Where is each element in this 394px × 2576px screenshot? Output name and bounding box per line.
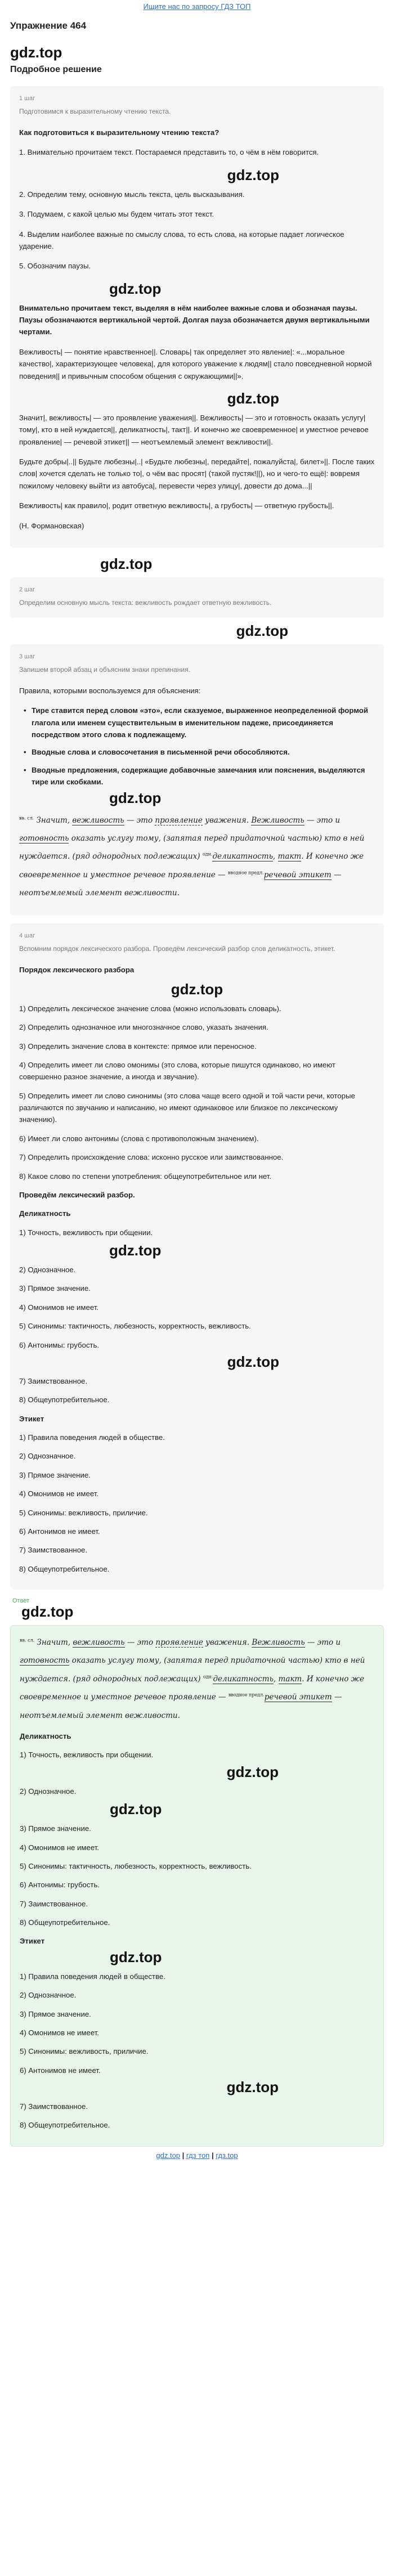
handwritten-analysis: $^{вв. сл.}$ Значит, вежливость — это проявление уважения. Вежливость — это и готовность оказать услугу тому, (запятая перед придаточной частью) кто в ней нуждается. (ряд однородных подлежащих) $^{одн.}$деликатность, такт. И конечно же своевременное и уместное речевое проявление — $^{вводное предл.}$речевой этикет — неотъемлемый элемент вежливости. <box>19 815 365 898</box>
watermark: gdz.top <box>227 166 279 183</box>
solution-title: Подробное решение <box>10 65 102 74</box>
author: (Н. Формановская) <box>19 521 84 530</box>
step-hint: Запишем второй абзац и объясним знаки препинания. <box>19 665 190 674</box>
step-2-card <box>10 577 384 618</box>
step-1-card <box>10 86 384 547</box>
watermark: gdz.top <box>109 280 162 297</box>
list-item: 2) Однозначное. <box>19 1452 76 1461</box>
list-item: 8) Общеупотребительное. <box>20 2121 110 2130</box>
list-item: 5) Синонимы: тактичность, любезность, корректность, вежливость. <box>20 1861 252 1870</box>
exercise-title: Упражнение 464 <box>10 20 87 31</box>
rules-list <box>19 704 375 788</box>
rules-intro: Правила, которыми воспользуемся для объяснения: <box>19 686 201 695</box>
list-item: 6) Имеет ли слово антонимы (слова с противоположным значением). <box>19 1134 259 1143</box>
list-item: 7) Заимствованное. <box>20 1899 88 1908</box>
list-item: 3) Прямое значение. <box>20 2009 91 2018</box>
list-item: 7) Заимствованное. <box>20 2102 88 2111</box>
rule-item: • Вводные предложения, содержащие добавочные замечания или пояснения, выделяются тире или скобками. <box>32 764 375 788</box>
list-item: 3) Прямое значение. <box>19 1284 91 1293</box>
list-item: 6) Антонимы: грубость. <box>20 1881 100 1890</box>
list-item: 8) Какое слово по степени употребления: общеупотребительное или нет. <box>19 1172 271 1181</box>
step-label: 1 шаг <box>19 95 35 102</box>
list-item: 6) Антонимы: грубость. <box>19 1340 100 1349</box>
word-title: Деликатность <box>20 1732 71 1741</box>
top-search-link[interactable]: Ищите нас по запросу ГДЗ ТОП <box>143 2 251 11</box>
list-item: 4) Омонимов не имеет. <box>19 1489 98 1498</box>
list-item: 1) Точность, вежливость при общении. <box>20 1751 154 1760</box>
list-item: 4) Омонимов не имеет. <box>19 1303 98 1312</box>
watermark: gdz.top <box>226 2079 279 2096</box>
list-item: 4) Определить имеет ли слово омонимы (это слова, которые пишутся одинаково, но имеют совершенно разное значение, а иногда и звучание). <box>19 1060 335 1081</box>
step-label: 4 шаг <box>19 932 35 940</box>
watermark: gdz.top <box>227 389 279 407</box>
list-item: 7) Заимствованное. <box>19 1546 88 1555</box>
list-item: 2) Однозначное. <box>20 1991 77 2000</box>
step-3-card <box>10 644 384 916</box>
list-item: 1) Правила поведения людей в обществе. <box>19 1433 165 1442</box>
step-4-card <box>10 923 384 1590</box>
bold-note: Внимательно прочитаем текст, выделяя в нём наиболее важные слова и обозначая паузы. Паузы обозначаются вертикальной чертой. Долгая пауза обозначается двумя вертикальными чертами. <box>19 303 370 336</box>
rule-item: • Вводные слова и словосочетания в письменной речи обособляются. <box>32 746 375 758</box>
list-item: 8) Общеупотребительное. <box>19 1564 110 1573</box>
list-item: 7) Заимствованное. <box>19 1376 88 1385</box>
analysis-order <box>19 964 375 1575</box>
done-title: Проведём лексический разбор. <box>19 1190 135 1199</box>
watermark: gdz.top <box>110 1948 162 1965</box>
word-title: Этикет <box>20 1937 45 1946</box>
list-item: 2) Однозначное. <box>19 1265 76 1274</box>
list-item: 3) Определить значение слова в контексте: прямое или переносное. <box>19 1042 257 1051</box>
watermark: gdz.top <box>227 1353 279 1370</box>
watermark: gdz.top <box>226 1763 279 1780</box>
footer: gdz.top | гдз топ | гдз.top <box>156 2151 238 2160</box>
list-item: 6) Антонимов не имеет. <box>19 1527 100 1536</box>
list-item: 3) Прямое значение. <box>19 1470 91 1479</box>
word-title: Этикет <box>19 1414 44 1423</box>
site-logo: gdz.top <box>10 44 62 61</box>
text-paragraph: Значит|, вежливость| — это проявление уважения||. Вежливость| — это и готовность оказать услугу| тому|, кто в ней нуждается||, деликатность|, такт||. И конечно же своевременное| и уместное речевое проявление| — речевой этикет|| — неотъемлемый элемент вежливости||. <box>19 413 369 446</box>
answer-analysis <box>20 1730 374 2131</box>
list-item: 2. Определим тему, основную мысль текста, цель высказывания. <box>19 190 245 199</box>
list-item: 5) Синонимы: вежливость, приличие. <box>19 1508 148 1517</box>
list-item: 1) Точность, вежливость при общении. <box>19 1228 153 1237</box>
step-label: 3 шаг <box>19 653 35 660</box>
footer-link[interactable]: гдз топ <box>186 2151 210 2160</box>
list-item: 5) Синонимы: вежливость, приличие. <box>20 2047 149 2056</box>
watermark: gdz.top <box>100 555 153 572</box>
list-item: 1) Правила поведения людей в обществе. <box>20 1972 165 1981</box>
text-paragraph: Будьте добры|..|| Будьте любезны|..| «Будьте любезны|, передайте|, пожалуйста|, билет»||. После таких слов| хочется сделать не только то|, о чём вас просят| (такой пустяк!||), но и чего-то ещё|: вовремя пожилому человеку выйти из автобуса|, перевести через улицу|, довести до дома...|| <box>19 457 375 490</box>
step-hint: Определим основную мысль текста: вежливость рождает ответную вежливость. <box>19 598 272 607</box>
list-item: 1) Определить лексическое значение слова (можно использовать словарь). <box>19 1004 281 1013</box>
list-item: 2) Определить однозначное или многозначное слово, указать значения. <box>19 1023 268 1032</box>
order-title: Порядок лексического разбора <box>19 966 135 975</box>
list-item: 5) Определить имеет ли слово синонимы (это слова чаще всего одной и той части речи, которые различаются по звучанию и написанию, но имеют одинаковое или близкое по лексическому значению). <box>19 1091 355 1124</box>
text-paragraph: Вежливость| как правило|, родит ответную вежливость|, а грубость| — ответную грубость||. <box>19 501 334 510</box>
list-item: 5) Синонимы: тактичность, любезность, корректность, вежливость. <box>19 1322 251 1331</box>
footer-link[interactable]: гдз.top <box>216 2151 238 2160</box>
list-item: 4) Омонимов не имеет. <box>20 2028 99 2037</box>
step-hint: Подготовимся к выразительному чтению текста. <box>19 107 171 115</box>
list-item: 3. Подумаем, с какой целью мы будем читать этот текст. <box>19 210 214 219</box>
list-item: 8) Общеупотребительное. <box>20 1918 110 1927</box>
list-item: 7) Определить происхождение слова: исконно русское или заимствованное. <box>19 1153 284 1162</box>
watermark: gdz.top <box>109 789 162 806</box>
watermark: gdz.top <box>109 1242 162 1259</box>
answer-block <box>10 1625 384 2147</box>
footer-link[interactable]: gdz.top <box>156 2151 181 2160</box>
rule-item: • Тире ставится перед словом «это», если сказуемое, выраженное неопределенной формой глагола или именем существительным в именительном падеже, присоединяется посредством этого слова к подлежащему. <box>32 704 375 741</box>
list-item: 4. Выделим наиболее важные по смыслу слова, то есть слова, на которые падает логическое ударение. <box>19 230 344 250</box>
list-item: 6) Антонимов не имеет. <box>20 2066 101 2075</box>
watermark: gdz.top <box>171 980 223 998</box>
step-label: 2 шаг <box>19 586 35 593</box>
list-item: 1. Внимательно прочитаем текст. Постараемся представить то, о чём в нём говорится. <box>19 148 319 157</box>
step-hint: Вспомним порядок лексического разбора. Проведём лексический разбор слов деликатность, этикет. <box>19 945 335 953</box>
watermark: gdz.top <box>110 1801 162 1818</box>
list-item: 2) Однозначное. <box>20 1787 77 1796</box>
list-item: 4) Омонимов не имеет. <box>20 1843 99 1852</box>
watermark: gdz.top <box>21 1603 74 1621</box>
watermark: gdz.top <box>236 622 288 639</box>
text-paragraph: Вежливость| — понятие нравственное||. Словарь| так определяет это явление|: «...моральное качество|, характеризующее человека|, для которого уважение к людям|| стало повседневной нормой поведения|| и привычным способом общения с окружающими||». <box>19 347 372 380</box>
handwritten-analysis: $^{вв. сл.}$ Значит, вежливость — это проявление уважения. Вежливость — это и готовность оказать услугу тому, (запятая перед придаточной частью) кто в ней нуждается. (ряд однородных подлежащих) $^{одн.}$деликатность, такт. И конечно же своевременное и уместное речевое проявление — $^{вводное предл.}$речевой этикет — неотъемлемый элемент вежливости. <box>20 1637 365 1720</box>
question: Как подготовиться к выразительному чтению текста? <box>19 128 220 137</box>
list-item: 3) Прямое значение. <box>20 1824 91 1833</box>
answer-tag: Ответ <box>12 1597 30 1605</box>
word-title: Деликатность <box>19 1209 71 1218</box>
list-item: 5. Обозначим паузы. <box>19 262 91 271</box>
list-item: 8) Общеупотребительное. <box>19 1395 110 1404</box>
